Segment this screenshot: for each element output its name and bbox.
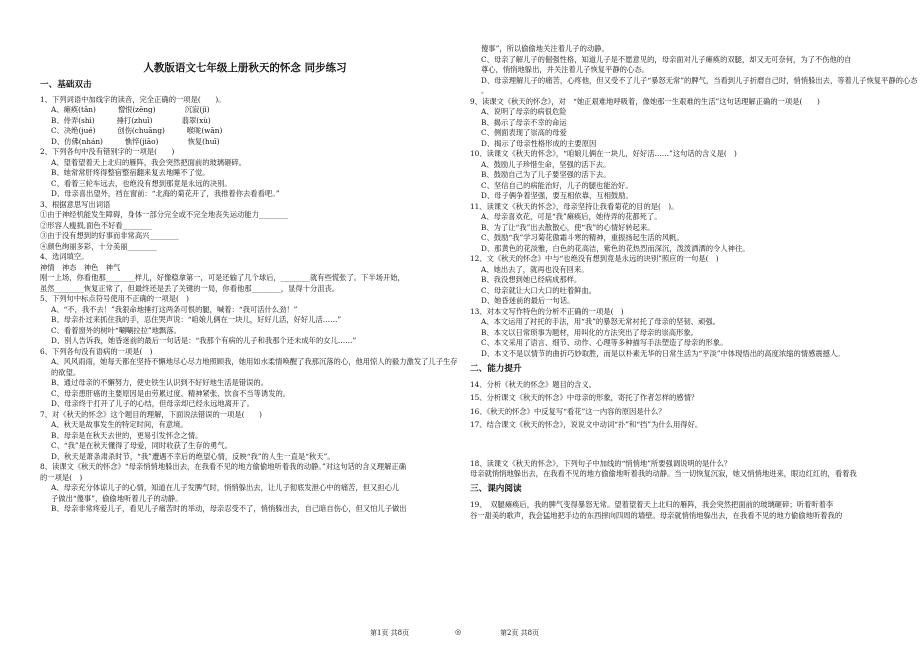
q1-option-a: A、瘫痪(tān) 憎恨(zēng) 沉寂(jì) <box>51 105 210 114</box>
q5-option-a: A、“不，我不去！”我狠命地捶打这两条可恨的腿，喊着：“我可活什么劲！” <box>51 304 298 314</box>
q9-option-a: A、说明了母亲的病很危险 <box>481 107 567 116</box>
q1-option-d: D、仿佛(nhán) 憔悴(jiāo) 恢复(huī) <box>51 136 220 146</box>
q3-item-4: ④颜色绚丽多彩，十分美丽________ <box>40 241 157 251</box>
question-18-quote: 母亲就悄悄地躲出去，在我看不见的地方偷偷地听着我的动静。当一切恢复沉寂，她又悄悄地进来，眼边红红的，看着我 <box>470 469 857 478</box>
q6-option-a: A、风风雨雨，她每天都在坚持不懈地尽心尽力地照顾我，她用如水柔情唤醒了我那沉落的心，他用惊人的毅力激发了儿子生存 <box>51 357 458 366</box>
q12-option-a: A、她出去了，就再也没有回来。 <box>481 264 589 274</box>
q3-item-1: ①由于神经机能发生障碍，身体一部分完全或不完全地丧失运动能力________ <box>40 210 289 219</box>
q8-option-d-cont: 。 <box>481 86 489 95</box>
q7-option-a: A、秋天是故事发生的特定时间，有意境。 <box>51 420 188 429</box>
q6-option-c: C、母亲患肝癌的主要原因是由劳累过度、精神紧张、饮食不当等诱发的。 <box>51 388 291 398</box>
q13-option-d: D、本文不是以情节的曲折巧妙取胜，而是以朴素无华的日常生活为“平淡”中体现悟出的高度浓缩的情感震撼人。 <box>481 348 845 358</box>
q10-option-b: B、鼓励自己为了儿子要坚强的活下去。 <box>481 170 611 179</box>
question-18: 18、读课文《秋天的怀念》，下列句子中加线的“悄悄地”所要强调说明的是什么？ <box>470 458 732 468</box>
section-heading-ability: 二、能力提升 <box>470 364 522 374</box>
q8-option-a: A、母亲充分体谅儿子的心情，知道在儿子发脾气时，悄悄躲出去，让儿子彻底发泄心中的痛苦，但又担心儿 <box>51 483 400 492</box>
question-11: 11、读课文《秋天的怀念》，母亲坚持让我看菊花的目的是( )。 <box>470 201 679 211</box>
q8-option-b-cont: 傻事”，所以偷偷地关注着儿子的动静。 <box>481 44 609 53</box>
q13-option-a: A、本文运用了衬托的手法，用“我”的暴怒无常衬托了母亲的坚韧、顽强。 <box>481 317 720 326</box>
q12-option-c: C、母亲就让大口大口的吐着鲜血。 <box>481 285 597 295</box>
question-16: 16、《秋天的怀念》中反复写“看花”这一内容的原因是什么？ <box>470 406 666 416</box>
question-19: 19、 双腿瘫痪后，我的脾气变得暴怒无常。望着望着天上北归的雁阵，我会突然把面前的玻璃砸碎；听着听着李 <box>470 500 834 509</box>
q8-option-d: D、母亲理解儿子的痛苦，心疼他，但又受不了儿子“暴怒无常”的脾气，当看到儿子折磨自己时，悄悄躲出去，等着儿子恢复平静的心态 <box>481 75 918 85</box>
q4-word-bank: 神情 神态 神色 神气 <box>40 262 121 272</box>
question-10: 10、读课文《秋天的怀念》，“咱娘儿俩在一块儿，好好活……”这句话的含义是( ) <box>470 149 737 158</box>
section-heading-reading: 三、课内阅读 <box>470 483 522 494</box>
question-8-cont: 的一项是( ) <box>40 472 83 482</box>
q12-option-d: D、她昏迷前的最后一句话。 <box>481 296 575 305</box>
q5-option-b: B、母亲扑过来抓住我的手，忍住哭声说：“咱娘儿俩在一块儿，好好儿活，好好儿活……” <box>51 315 342 324</box>
question-7: 7、对《秋天的怀念》这个题目的理解，下面说法错误的一项是( ) <box>40 409 262 419</box>
center-mark-icon: ◎ <box>455 628 462 636</box>
question-13: 13、对本文写作特色的分析不正确的一项是( ) <box>470 306 624 316</box>
section-heading-basics: 一、基础双击 <box>40 80 92 90</box>
q10-option-d: D、母子俩争着坚强，要互相依靠，互相鼓励。 <box>481 191 633 200</box>
question-15: 15、分析课文《秋天的怀念》中母亲的形象，寄托了作者怎样的感情？ <box>470 393 699 402</box>
question-1: 1、下列词语中加线字的读音，完全正确的一项是( )。 <box>40 94 226 104</box>
question-2: 2、下列各句中没有错别字的一项是( ) <box>40 147 175 156</box>
q10-option-c: C、坚信自己的病能治好，儿子的腿也能治好。 <box>481 180 633 190</box>
q9-option-c: C、侧面表现了崇高的母爱 <box>481 128 567 137</box>
q7-option-b: B、母亲是在秋天去世的，更易引发怀念之情。 <box>51 430 203 440</box>
left-column <box>40 0 458 515</box>
q4-text-line-2: 虽然________恢复正常了，但最终还是丢了关键的一局，你看他那________，显得十分沮丧。 <box>40 283 340 293</box>
q8-option-c-cont: 尊心，悄悄地躲出，并关注着儿子恢复平静的心态。 <box>481 65 649 74</box>
question-17: 17、结合课文《秋天的怀念》，说说文中动词“扑”和“挡”为什么用得好。 <box>470 420 703 429</box>
q12-option-b: B、我没想到她已经病成那样。 <box>481 275 582 284</box>
q2-option-d: D、母亲喜出望外，裆在窗前：“北海的菊花开了，我推着你去看看吧。” <box>51 189 280 198</box>
q11-option-a: A、母亲喜欢花，可是“我”瘫痪后，她侍弄的花都死了。 <box>481 212 662 221</box>
page-number-right: 第2页 共8页 <box>500 629 540 637</box>
q10-option-a: A、鼓励儿子珍惜生命，坚强的活下去。 <box>481 159 611 169</box>
q5-option-c: C、看着窗外的树叶“唰唰拉拉”地飘落。 <box>51 325 181 335</box>
q1-option-b: B、侍弄(shì) 捶打(zhuī) 翡翠(xù) <box>51 115 211 125</box>
q11-option-c: C、鼓励“我”学习菊花傲霜斗寒的精神，重振扬起生活的风帆。 <box>481 233 684 242</box>
q8-option-c: C、母亲了解儿子的倔强性格，知道儿子是不愿意见的，母亲面对儿子瘫痪的双腿，却又无可奈何，为了不伤他的自 <box>481 54 852 64</box>
question-12: 12、文《秋天的怀念》中与“也绝没有想到竟是永远的诀别”照应的一句是( ) <box>470 254 719 263</box>
question-14: 14、分析《秋天的怀念》题目的含义。 <box>470 379 597 389</box>
q6-option-a-cont: 的欲望。 <box>51 367 81 377</box>
q6-option-d: D、母亲终于打开了儿子的心结，但母亲却已经永远地离开了。 <box>51 399 254 408</box>
q8-option-a-cont: 子做出“傻事”，偷偷地听着儿子的动静。 <box>51 493 183 503</box>
q9-option-d: D、揭示了母亲性格形成的主要原因 <box>481 138 597 148</box>
q5-option-d: D、别人告诉我，她昏迷前的最后一句话是：“我那个有病的儿子和我那个还未成年的女儿……” <box>51 336 357 345</box>
question-9: 9、读课文《秋天的怀念》，对 “她正艰难地呼吸着，像她那一生艰难的生活”这句话理解正确的一项是( ) <box>470 96 820 106</box>
q2-option-a: A、望着望着天上北归的雁阵，我会突然把面前的玻璃砸碎。 <box>51 157 246 167</box>
q7-option-c: C、“我”是在秋天懂得了母爱，同时收获了生存的勇气。 <box>51 441 232 450</box>
q3-item-3: ③由于没有想到的好事而非常高兴________ <box>40 231 179 240</box>
q13-option-b: B、本文以日常琐事为题材，用叫化的方法突出了母亲的崇高形象。 <box>481 327 698 337</box>
q6-option-b: B、通过母亲的不懈努力，使史铁生认识到不好好地生活是错误的。 <box>51 378 268 387</box>
q9-option-b: B、揭示了母亲不幸的命运 <box>481 117 567 127</box>
page-number-left: 第1页 共8页 <box>370 629 410 637</box>
q7-option-d: D、秋天是萧条肃杀时节，“我”遭遇不幸后的绝望心情，反映“我”的人生一直是“秋天”。 <box>51 451 335 461</box>
question-5: 5、下列句中标点符号使用不正确的一项是( ) <box>40 294 189 303</box>
q8-option-b: B、母亲非常疼爱儿子，看见儿子痛苦时的举动，母亲忍受不了，悄悄躲出去，自己暗自伤心，但又怕儿子做出 <box>51 504 407 513</box>
page-title: 人教版语文七年级上册秋天的怀念 同步练习 <box>143 62 347 74</box>
q2-option-c: C、看着三轮车远去，也绝没有想到那竟是永远的决别。 <box>51 178 232 188</box>
q3-item-2: ②形容人瘦损,面色不好看________ <box>40 220 152 230</box>
q4-text-line-1: 刚一上场，你看他那________样儿，好像稳拿第一，可是还输了几个球后，________就有些慌张了。下半场开始， <box>40 273 405 282</box>
q2-option-b: B、她常常肝疼得整宿整宿翻来复去地睡不了觉。 <box>51 168 210 177</box>
question-6: 6、下列各句没有语病的一项是( ) <box>40 346 153 356</box>
question-8: 8、读课文《秋天的怀念》“母亲悄悄地躲出去，在我看不见的地方偷偷地听着我的动静。”对这句话的含义理解正确 <box>40 462 406 471</box>
q11-option-b: B、为了让“我”出去散散心，使“我”的心情好转起来。 <box>481 222 655 232</box>
question-4: 4、选词填空。 <box>40 252 89 261</box>
question-19-cont: 谷一甜美的歌声，我会猛地把手边的东西摔向四周的墙壁。母亲就悄悄地躲出去，在我看不见的地方偷偷地听着我的 <box>470 510 843 520</box>
q13-option-c: C、本文采用了语言、细节、动作、心理等多种描写手法塑造了母亲的形象。 <box>481 338 728 347</box>
q11-option-d: D、那黄色的花淡雅，白色的花高洁，紫色的花热烈而深沉，泼泼洒洒的令人神往。 <box>481 243 750 253</box>
right-column <box>470 0 918 521</box>
q1-option-c: C、决绝(jué) 创伤(chuāng) 喉咙(wān) <box>51 126 223 135</box>
question-3: 3、根据意思写出词语 <box>40 199 111 209</box>
